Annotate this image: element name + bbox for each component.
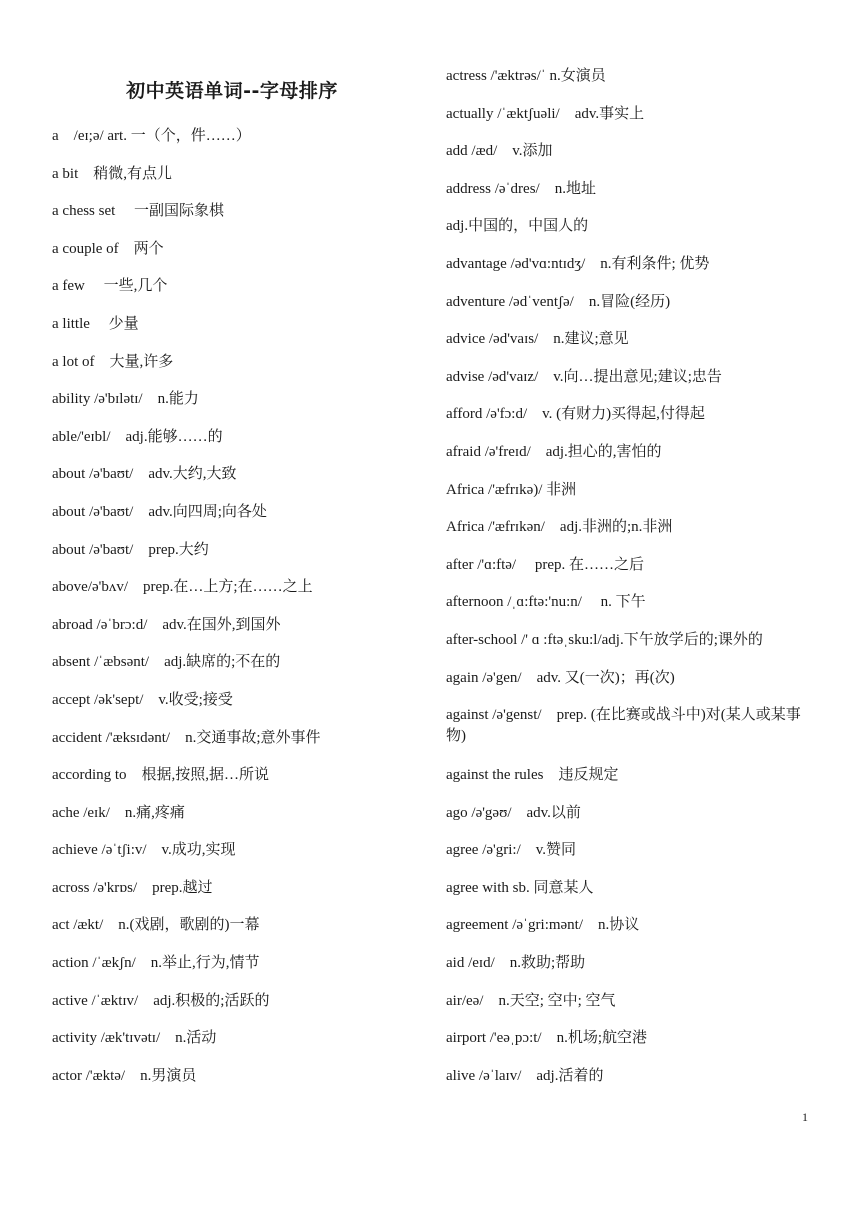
vocab-entry: air/eə/ n.天空; 空中; 空气: [446, 992, 616, 1009]
vocab-entry: actor /'æktə/ n.男演员: [52, 1067, 197, 1084]
vocab-entry: airport /'eəˌpɔ:t/ n.机场;航空港: [446, 1030, 647, 1047]
vocab-entry: advantage /əd'vɑ:ntɪdʒ/ n.有利条件; 优势: [446, 255, 710, 272]
vocab-entry: a lot of 大量,许多: [52, 353, 174, 370]
vocab-entry: afford /ə'fɔ:d/ v. (有财力)买得起,付得起: [446, 406, 705, 423]
vocab-entry: activity /æk'tɪvətɪ/ n.活动: [52, 1030, 217, 1047]
vocab-entry: aid /eɪd/ n.救助;帮助: [446, 955, 586, 972]
vocab-entry: ago /ə'gəʊ/ adv.以前: [446, 804, 581, 821]
vocab-entry: actress /'æktrəs/ˈ n.女演员: [446, 68, 606, 84]
vocab-entry: ability /ə'bɪlətɪ/ n.能力: [52, 391, 199, 408]
vocab-entry: alive /əˈlaɪv/ adj.活着的: [446, 1067, 604, 1084]
vocab-entry: about /ə'baʊt/ adv.大约,大致: [52, 466, 237, 483]
vocab-entry: a little 少量: [52, 315, 139, 332]
vocab-entry: a chess set 一副国际象棋: [52, 203, 225, 220]
vocab-entry: achieve /əˈtʃi:v/ v.成功,实现: [52, 842, 236, 859]
vocab-entry: accident /'æksɪdənt/ n.交通事故;意外事件: [52, 729, 321, 746]
page-title: 初中英语单词--字母排序: [126, 80, 338, 102]
vocab-entry: after-school /' ɑ :ftəˌsku:l/adj.下午放学后的;课外的: [446, 631, 763, 648]
vocab-entry: across /ə'krɒs/ prep.越过: [52, 879, 213, 896]
vocab-entry: act /ækt/ n.(戏剧，歌剧的)一幕: [52, 917, 260, 934]
vocab-entry: action /ˈækʃn/ n.举止,行为,情节: [52, 955, 260, 972]
vocab-entry: a couple of 两个: [52, 240, 164, 257]
page-number: 1: [802, 1110, 808, 1124]
vocab-entry: about /ə'baʊt/ adv.向四周;向各处: [52, 503, 267, 520]
vocab-entry: above/ə'bʌv/ prep.在…上方;在……之上: [52, 579, 313, 596]
vocab-entry: agree with sb. 同意某人: [446, 879, 594, 896]
vocab-entry: again /ə'gen/ adv. 又(一次)；再(次): [446, 669, 675, 686]
vocab-entry: against /ə'genst/ prep. (在比赛或战斗中)对(某人或某事物): [446, 707, 801, 745]
vocab-entry: accept /ək'sept/ v.收受;接受: [52, 691, 233, 708]
vocab-entry: adj.中国的，中国人的: [446, 218, 589, 235]
vocab-entry: afraid /ə'freɪd/ adj.担心的,害怕的: [446, 443, 662, 460]
vocab-entry: add /æd/ v.添加: [446, 143, 553, 160]
vocab-entry: ache /eɪk/ n.痛,疼痛: [52, 804, 185, 821]
vocab-entry: Africa /'æfrɪkə)/ 非洲: [446, 481, 577, 498]
vocab-entry: advice /əd'vaɪs/ n.建议;意见: [446, 331, 629, 348]
vocab-entry: against the rules 违反规定: [446, 767, 619, 784]
right-column: [446, 66, 816, 1103]
vocab-entry: able/'eɪbl/ adj.能够……的: [52, 428, 223, 445]
vocab-entry: advise /əd'vaɪz/ v.向…提出意见;建议;忠告: [446, 368, 722, 385]
vocab-entry: agree /ə'gri:/ v.赞同: [446, 842, 577, 859]
vocab-entry: according to 根据,按照,据…所说: [52, 767, 270, 784]
vocab-entry: after /'ɑ:ftə/ prep. 在……之后: [446, 556, 644, 573]
vocab-entry: a few 一些,几个: [52, 278, 168, 295]
vocab-entry: about /ə'baʊt/ prep.大约: [52, 541, 209, 558]
vocab-entry: adventure /ədˈventʃə/ n.冒险(经历): [446, 293, 671, 310]
left-column: [52, 126, 442, 1103]
vocab-entry: Africa /'æfrɪkən/ adj.非洲的;n.非洲: [446, 519, 673, 536]
vocab-entry: a bit 稍微,有点儿: [52, 165, 172, 182]
vocab-entry: address /əˈdres/ n.地址: [446, 180, 596, 197]
vocab-entry: absent /ˈæbsənt/ adj.缺席的;不在的: [52, 654, 281, 671]
vocab-entry: active /ˈæktɪv/ adj.积极的;活跃的: [52, 992, 270, 1009]
vocab-entry: afternoon /ˌɑ:ftə:'nu:n/ n. 下午: [446, 594, 646, 611]
vocab-entry: abroad /əˈbrɔ:d/ adv.在国外,到国外: [52, 616, 281, 633]
vocab-entry: actually /ˈæktʃuəli/ adv.事实上: [446, 105, 645, 122]
vocab-entry: a /eɪ;ə/ art. 一（个，件……）: [52, 128, 251, 144]
vocab-entry: agreement /əˈgri:mənt/ n.协议: [446, 917, 640, 934]
